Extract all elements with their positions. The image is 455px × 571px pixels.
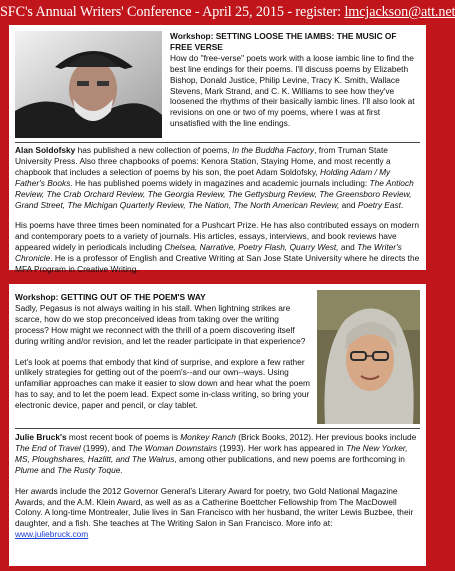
bio1-text-d: and [339,199,358,210]
bio2-text-c: (1999), and [80,442,129,453]
panel1-divider [15,142,420,143]
header-title: SFC's Annual Writers' Conference - April 25, 2015 - register: [0,4,341,20]
bio1-journal-poetry-east: Poetry East [357,199,402,210]
bio1-text-h: . He is a professor of English and Creative Writing at San Jose State University where he directs the MFA Program in Creative Writing. [15,253,420,275]
bio1-book-buddha-factory: In the Buddha Factory [232,145,315,155]
bio1-text-g: and [338,242,358,253]
soldofsky-name: Alan Soldofsky [15,145,76,155]
bio2-book-end-of-travel: The End of Travel [15,442,81,453]
alan-soldofsky-photo [15,31,162,138]
panel2-divider [15,428,420,429]
bio1-book-holding-adam: Holding Adam / My Father's Books [15,166,391,188]
bio1-text-b: , from Truman State University Press. Also three chapbooks of poems: Kenora Station, Staying Home, and most recently a chapbook that includes a selection of poems by his son, the poet Adam Soldofsky, [15,145,391,177]
bio1-text-e: . [401,199,404,210]
bio2-book-woman-downstairs: The Woman Downstairs [128,442,218,453]
soldofsky-bio [15,145,420,285]
bio2-text-f: and [38,464,58,475]
julie-bruck-photo [317,290,420,424]
workshop2-description [15,292,311,411]
bio2-text-a: most recent book of poems is [66,432,181,442]
bio2-text-e: , among other publications, and new poems are forthcoming in [174,453,405,464]
soldofsky-bio-paragraph-1 [15,145,420,210]
juliebruck-website-link[interactable]: www.juliebruck.com [15,529,89,540]
bio2-text-d: (1993). Her work has appeared in [217,442,346,453]
workshop1-body: How do "free-verse" poets work with a loose iambic line to find the best line endings for their poems. I'll discuss poems by Elizabeth Bishop, Donald Justice, Philip Levine, Tracy K. Smith, Wallace Stevens, Mark Strand, and C. K. Williams to see how they've loosened the rhythms of their basically iambic lines. I'll also look at revisions on one or two of my poems, where I was at first unsatisfied with the line endings. [170,52,415,129]
bio2-awards-text: Her awards include the 2012 Governor General's Literary Award for poetry, two Gold National Magazine Awards, and the A.M. Klein Award, as well as as a Catherine Boettcher Fellowship from The MacDowell Colony. A long-time Montrealer, Julie lives in San Francisco with her husband, the writer Lewis Buzbee, their daughter, and a fish. She teaches at The Writing Salon in San Francisco. More info at: [15,485,414,529]
soldofsky-bio-paragraph-2 [15,220,420,275]
bio2-magazines: The New Yorker, MS, Ploughshares, Hazlitt, and The Walrus [15,442,408,464]
workshop1-title: Workshop: SETTING LOOSE THE IAMBS: THE MUSIC OF FREE VERSE [170,31,397,52]
bruck-panel [9,284,426,566]
soldofsky-panel [9,25,426,275]
bio1-journals: The Antioch Review, The Crab Orchard Review, The Georgia Review, The Gettysburg Review, The Greensboro Review, Grand Street, The Michigan Quarterly Review, The Nation, The North American Review, [15,177,414,210]
workshop2-body-2: Let's look at poems that embody that kind of surprise, and explore a few rather unlikely strategies for getting out of the poem's--and our own--ways. Using unfamiliar approaches can make it easier to slow down and hear what the poem has to say, and to let the poem lead. Expect some in-class writing, so bring your electronic device, paper and pencil, or clay tablet. [15,356,310,411]
bruck-bio-paragraph-1 [15,432,420,476]
register-email-link[interactable]: lmcjackson@att.net [344,4,455,20]
bio1-text-f: His poems have three times been nominated for a Pushcart Prize. He has also contributed essays on modern and contemporary poets to a variety of journals. His articles, essays, interviews, and book reviews have appeared widely in periodicals including [15,220,419,253]
bruck-name: Julie Bruck's [15,432,67,442]
bio1-text-a: has published a new collection of poems, [75,145,233,155]
bio2-text-b: (Brick Books, 2012). Her previous books include [235,432,417,442]
bruck-bio-paragraph-2 [15,486,420,541]
workshop2-body-1: Sadly, Pegasus is not always waiting in his stall. When lightning strikes are scarce, how do we stop preconceived ideas from taking over the writing process? How might we reconnect with the thrill of a poem discovering itself during writing and/or revision, and let the reader participate in that experience? [15,302,306,346]
bio1-writers-chronicle: The Writer's Chronicle [15,242,402,264]
bio1-text-c: . He has published poems widely in magazines and academic journals including: [70,177,370,188]
bio2-magazine-rusty-toque: The Rusty Toque. [57,464,123,475]
bio2-magazine-plume: Plume [15,464,39,475]
workshop2-title: Workshop: GETTING OUT OF THE POEM'S WAY [15,292,206,302]
bruck-bio [15,432,420,540]
workshop1-description [170,31,420,129]
bio1-periodicals: Chelsea, Narrative, Poetry Flash, Quarry West, [164,242,339,253]
conference-header [0,0,455,24]
bio2-book-monkey-ranch: Monkey Ranch [180,432,236,442]
